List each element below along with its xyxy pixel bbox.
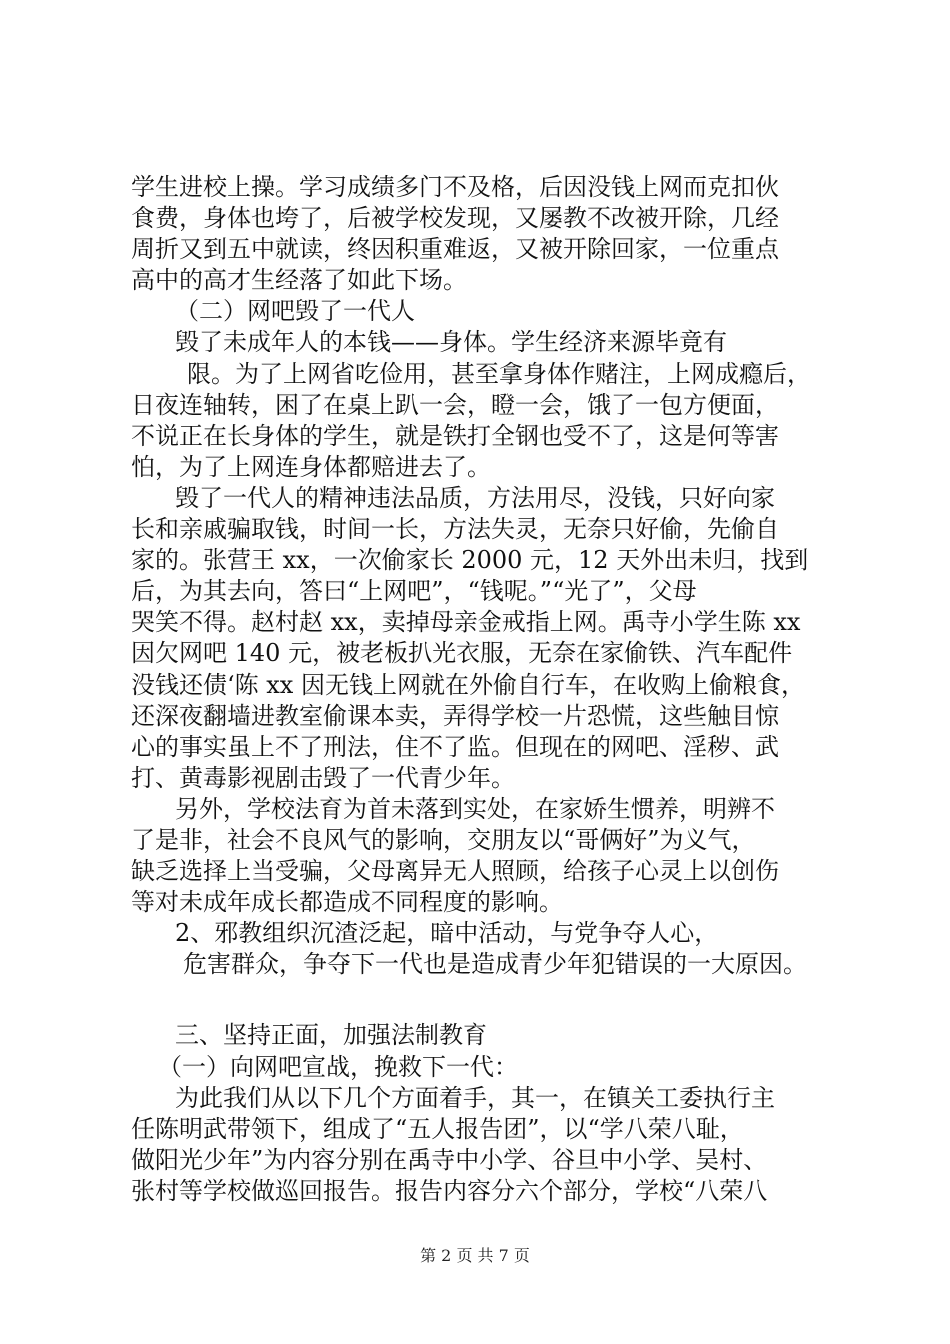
paragraph-gap bbox=[131, 980, 851, 1020]
text-line: 不说正在长身体的学生，就是铁打全钢也受不了，这是何等害 bbox=[131, 421, 779, 450]
text-line: 打、黄毒影视剧击毁了一代青少年。 bbox=[131, 763, 515, 792]
section-heading: 三、坚持正面，加强法制教育 bbox=[175, 1021, 487, 1050]
page-footer: 第 2 页 共 7 页 bbox=[420, 1246, 530, 1265]
text-line: 2、邪教组织沉渣泛起，暗中活动，与党争夺人心， bbox=[175, 919, 719, 948]
text-line: 因欠网吧 140 元，被老板扒光衣服，无奈在家偷铁、汽车配件 bbox=[131, 639, 793, 668]
section-heading: （二）网吧毁了一代人 bbox=[175, 297, 415, 326]
text-line: 毁了一代人的精神违法品质，方法用尽，没钱，只好向家 bbox=[175, 483, 775, 512]
text-line: 食费，身体也垮了，后被学校发现，又屡教不改被开除，几经 bbox=[131, 204, 779, 233]
text-line: 学生进校上操。学习成绩多门不及格，后因没钱上网而克扣伙 bbox=[131, 173, 779, 201]
text-line: 做阳光少年”为内容分别在禹寺中小学、谷旦中小学、吴村、 bbox=[131, 1145, 768, 1174]
text-line: 后，为其去向，答曰“上网吧”，“钱呢。”“光了”，父母 bbox=[131, 577, 697, 606]
text-line: 没钱还债‘陈 xx 因无钱上网就在外偷自行车，在收购上偷粮食， bbox=[131, 670, 805, 699]
text-line: 缺乏选择上当受骗，父母离异无人照顾，给孩子心灵上以创伤 bbox=[131, 857, 779, 886]
text-line: 家的。张营王 xx，一次偷家长 2000 元，12 天外出未归，找到 bbox=[131, 546, 809, 575]
text-line: 长和亲戚骗取钱，时间一长，方法失灵，无奈只好偷，先偷自 bbox=[131, 515, 779, 544]
text-line: 危害群众，争夺下一代也是造成青少年犯错误的一大原因。 bbox=[183, 950, 807, 979]
text-line: 心的事实虽上不了刑法，住不了监。但现在的网吧、淫秽、武 bbox=[131, 732, 779, 761]
text-line: 任陈明武带领下，组成了“五人报告团”，以“学八荣八耻， bbox=[131, 1114, 744, 1143]
text-line: 日夜连轴转，困了在桌上趴一会，瞪一会，饿了一包方便面， bbox=[131, 390, 779, 419]
document-body bbox=[131, 172, 851, 1207]
text-line: 毁了未成年人的本钱——身体。学生经济来源毕竟有 bbox=[175, 328, 727, 357]
text-line: 另外，学校法育为首未落到实处，在家娇生惯养，明辨不 bbox=[175, 794, 775, 823]
text-line: 周折又到五中就读，终因积重难返，又被开除回家，一位重点 bbox=[131, 235, 779, 264]
text-line: 等对未成年成长都造成不同程度的影响。 bbox=[131, 888, 563, 917]
text-line: 怕，为了上网连身体都赔进去了。 bbox=[131, 452, 491, 481]
text-line: 限。为了上网省吃俭用，甚至拿身体作赌注，上网成瘾后， bbox=[187, 359, 811, 388]
text-line: 张村等学校做巡回报告。报告内容分六个部分，学校“八荣八 bbox=[131, 1176, 768, 1205]
text-line: 哭笑不得。赵村赵 xx，卖掉母亲金戒指上网。禹寺小学生陈 xx bbox=[131, 608, 801, 637]
text-line: 还深夜翻墙进教室偷课本卖，弄得学校一片恐慌，这些触目惊 bbox=[131, 701, 779, 730]
text-line: 了是非，社会不良风气的影响，交朋友以“哥俩好”为义气， bbox=[131, 825, 756, 854]
subsection-heading: （一）向网吧宣战，挽救下一代： bbox=[158, 1052, 518, 1081]
text-line: 高中的高才生经落了如此下场。 bbox=[131, 266, 467, 295]
text-line: 为此我们从以下几个方面着手，其一，在镇关工委执行主 bbox=[175, 1083, 775, 1112]
